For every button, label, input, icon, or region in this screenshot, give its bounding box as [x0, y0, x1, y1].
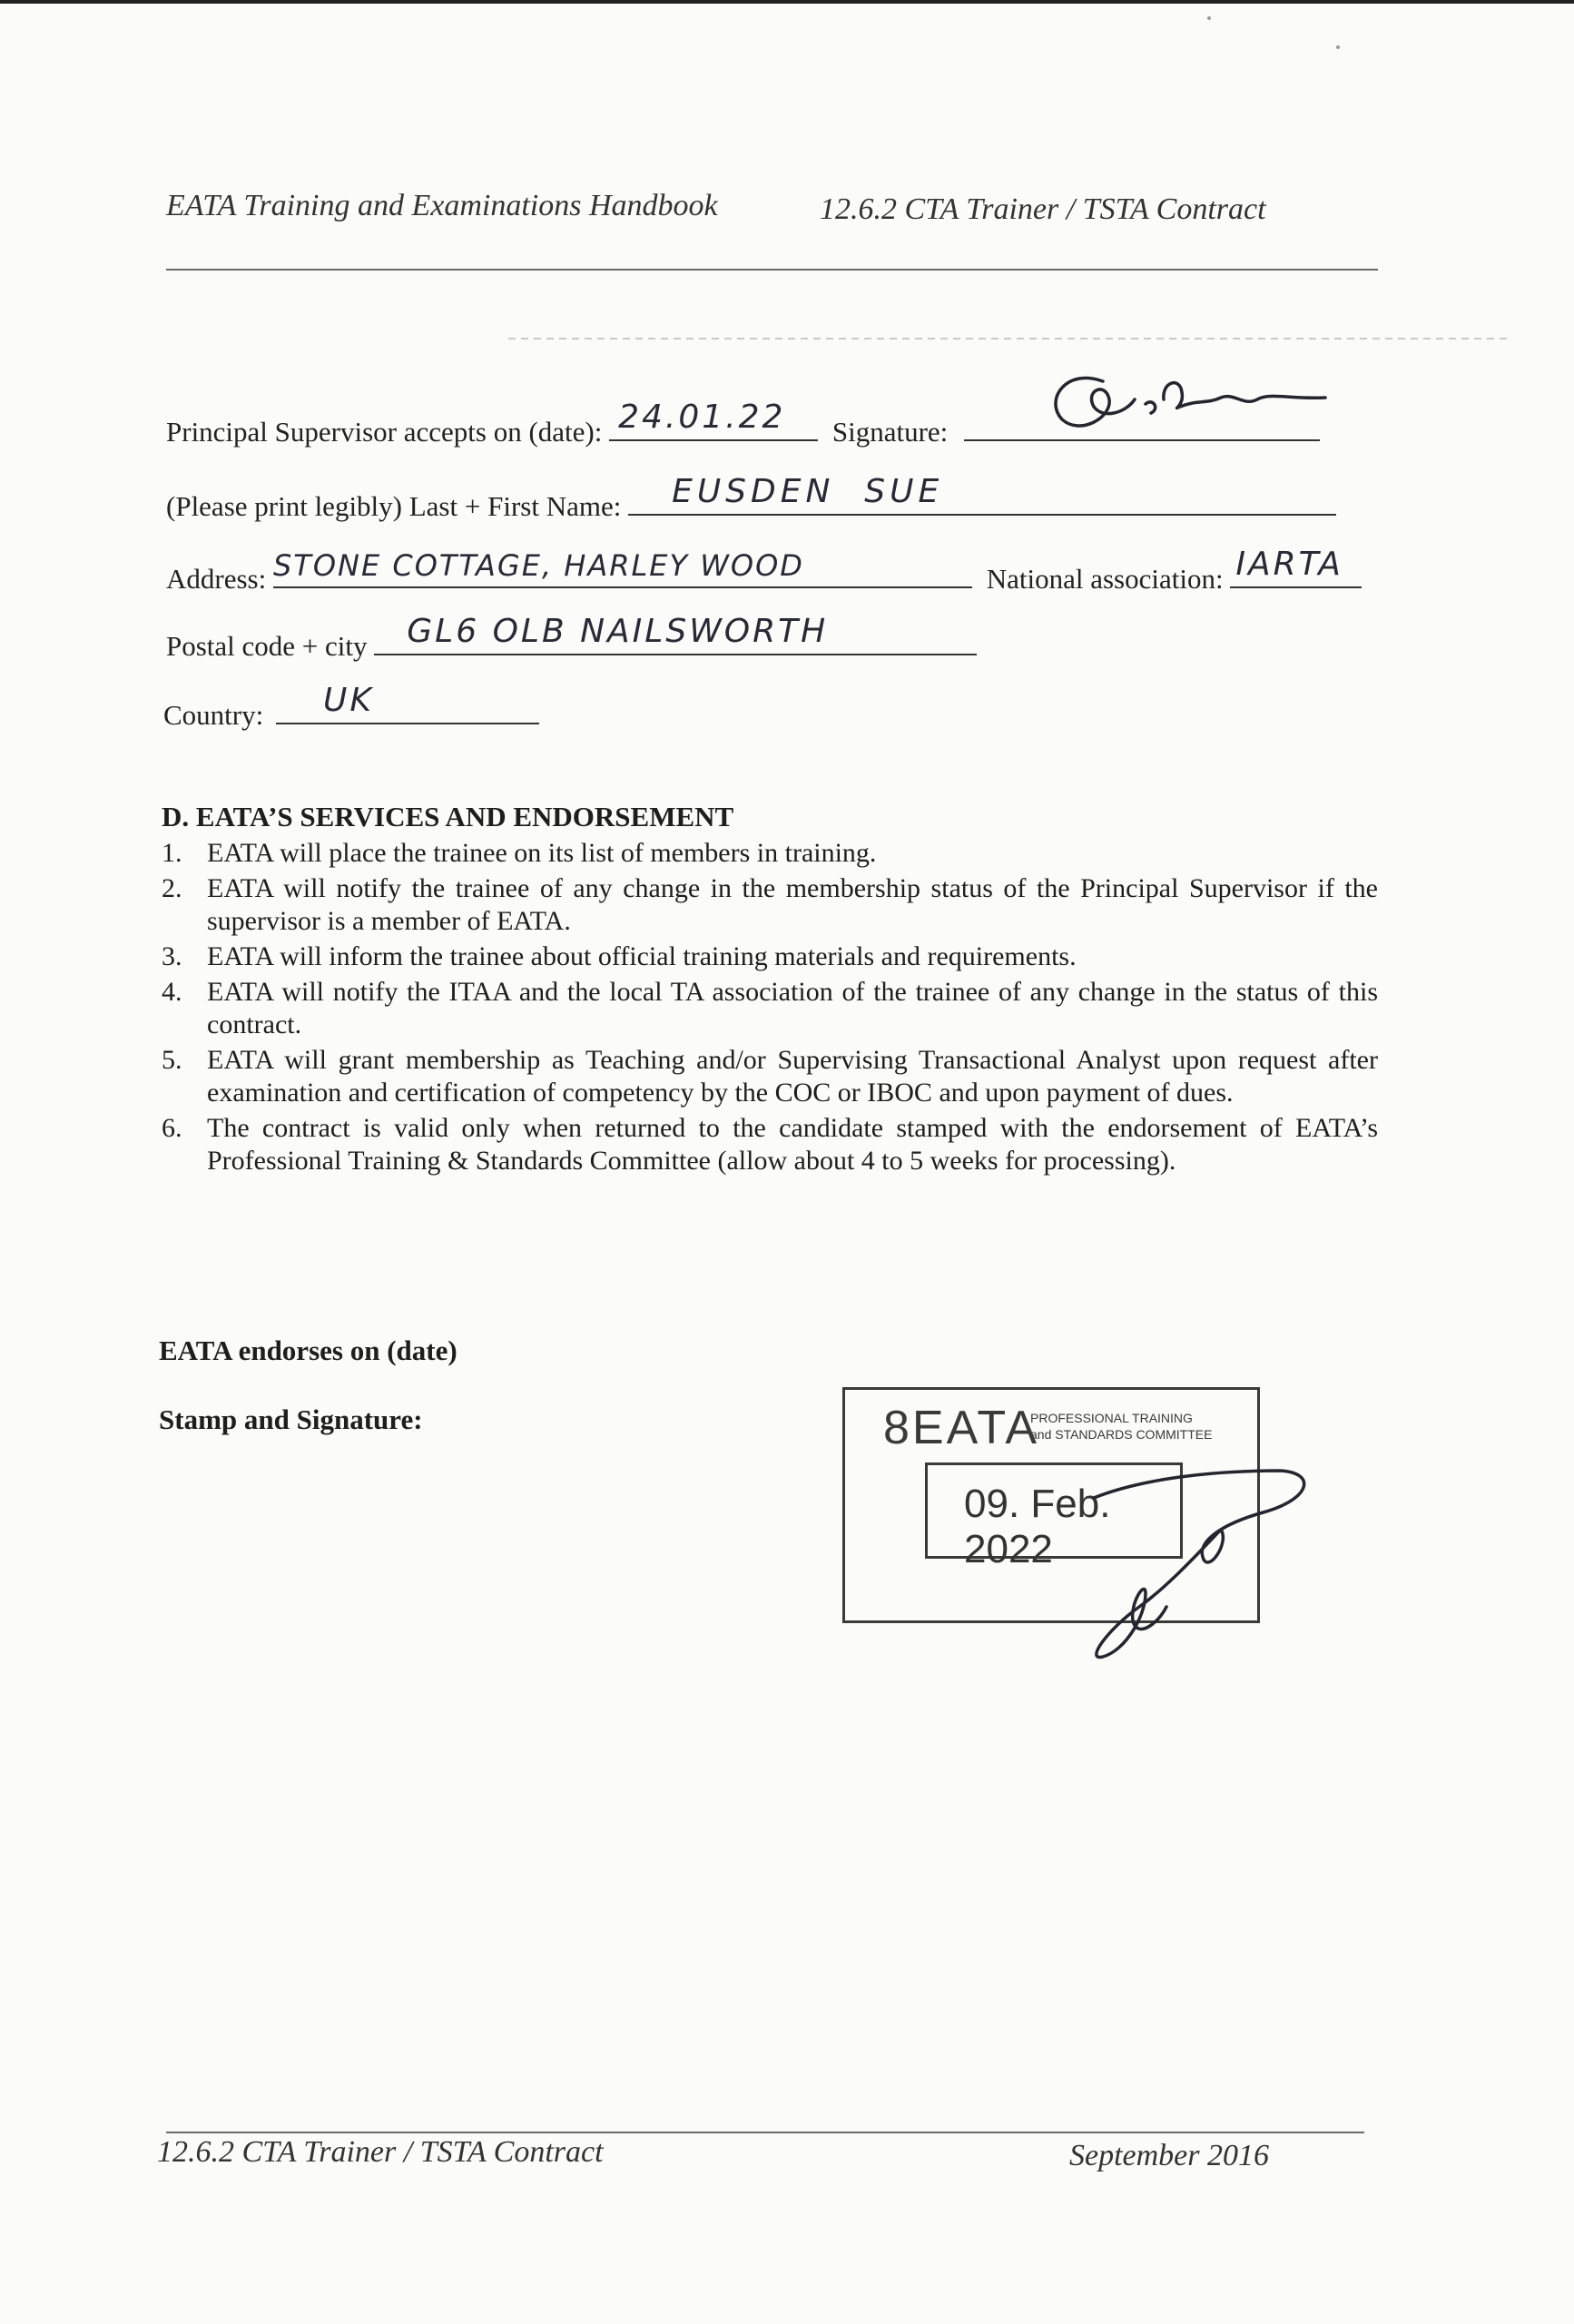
accepts-date-value: 24.01.22: [618, 399, 786, 436]
address-row: [166, 546, 1362, 596]
stamp-committee-line1: PROFESSIONAL TRAINING: [1030, 1411, 1193, 1425]
scan-speck: [1207, 16, 1211, 20]
service-item: [162, 940, 1378, 973]
eata-stamp: [842, 1387, 1260, 1623]
service-item: [162, 837, 1378, 870]
service-item-number: 3.: [162, 941, 182, 971]
postal-city-value: GL6 OLB NAILSWORTH: [407, 613, 829, 650]
postal-city-field[interactable]: [374, 613, 977, 655]
service-item: [162, 976, 1378, 1041]
address-label: Address:: [166, 563, 267, 595]
stamp-date-box: [925, 1462, 1183, 1571]
country-field[interactable]: [276, 682, 539, 724]
service-item: [162, 1044, 1378, 1109]
endorse-date-label: EATA endorses on (date): [159, 1334, 457, 1366]
accepts-row: [166, 399, 1320, 448]
stamp-date: 09. Feb. 2022: [964, 1482, 1111, 1571]
service-item-text: EATA will grant membership as Teaching and/or Supervising Transactional Analyst upon request after examination and certification of competency by the COC or IBOC and upon payment of dues.: [207, 1045, 1378, 1108]
header-handbook-title: EATA Training and Examinations Handbook: [166, 189, 718, 222]
header-section-title: 12.6.2 CTA Trainer / TSTA Contract: [820, 192, 1266, 226]
signature-field[interactable]: [964, 407, 1320, 441]
service-item-text: EATA will inform the trainee about official training materials and requirements.: [207, 941, 1077, 971]
service-item: [162, 872, 1378, 938]
scan-top-border: [0, 0, 1574, 4]
stamp-committee-line2: and STANDARDS COMMITTEE: [1030, 1427, 1213, 1442]
country-label: Country:: [163, 699, 264, 731]
stamp-committee-text: [1030, 1410, 1212, 1443]
service-item-number: 2.: [162, 873, 182, 903]
stamp-signature-label: Stamp and Signature:: [159, 1403, 423, 1435]
signature-label: Signature:: [831, 416, 949, 448]
header-divider: [166, 269, 1378, 271]
service-item-text: EATA will notify the ITAA and the local TA association of the trainee of any change in the status of this contract.: [207, 977, 1378, 1039]
faint-scan-line: [508, 338, 1507, 340]
service-item-text: EATA will place the trainee on its list of members in training.: [207, 838, 877, 868]
country-value: UK: [322, 682, 374, 719]
service-item-number: 1.: [162, 838, 182, 868]
name-value: EUSDEN SUE: [672, 473, 944, 510]
national-association-label: National association:: [986, 563, 1224, 595]
scan-speck: [1336, 45, 1340, 49]
address-value: STONE COTTAGE, HARLEY WOOD: [272, 548, 804, 583]
service-item: [162, 1112, 1378, 1177]
footer-divider: [166, 2132, 1364, 2133]
services-list: [162, 837, 1378, 1180]
stamp-logo: 8EATA: [883, 1402, 1040, 1454]
name-row: [166, 473, 1336, 523]
service-item-text: EATA will notify the trainee of any change in the membership status of the Principal Supervisor if the supervisor is a member of EATA.: [207, 873, 1378, 936]
section-title: D. EATA’S SERVICES AND ENDORSEMENT: [162, 801, 734, 832]
country-row: [163, 682, 539, 732]
postal-row: [166, 613, 977, 663]
service-item-number: 6.: [162, 1113, 182, 1143]
service-item-text: The contract is valid only when returned to the candidate stamped with the endorsement of EATA’s Professional Training & Standards Committee (allow about 4 to 5 weeks for processing).: [207, 1113, 1378, 1176]
address-field[interactable]: [272, 548, 972, 588]
service-item-number: 5.: [162, 1045, 182, 1075]
national-association-field[interactable]: [1230, 546, 1362, 588]
footer-date: September 2016: [1069, 2139, 1270, 2172]
postal-city-label: Postal code + city: [166, 630, 368, 662]
name-label: (Please print legibly) Last + First Name:: [166, 490, 622, 522]
name-field[interactable]: [628, 473, 1336, 516]
national-association-value: IARTA: [1235, 546, 1343, 583]
accepts-date-label: Principal Supervisor accepts on (date):: [166, 416, 603, 448]
footer-section-title: 12.6.2 CTA Trainer / TSTA Contract: [157, 2135, 604, 2169]
accepts-date-field[interactable]: [609, 399, 818, 441]
service-item-number: 4.: [162, 977, 182, 1007]
